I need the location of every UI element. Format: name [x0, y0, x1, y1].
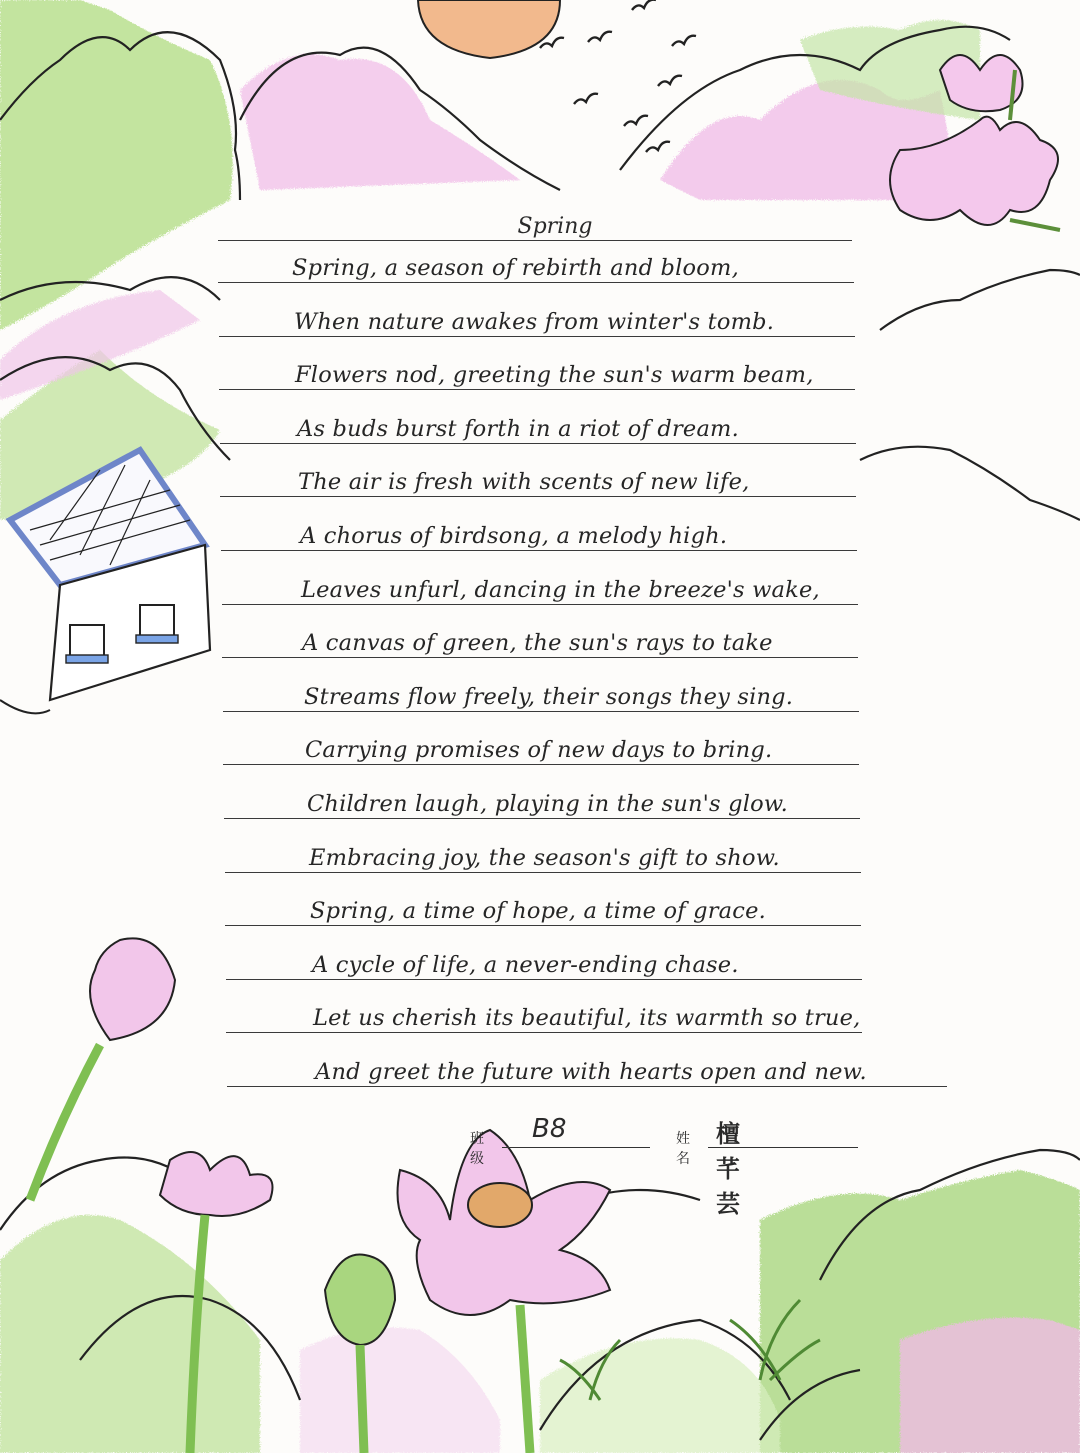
poem-line — [222, 619, 858, 658]
poem-line — [219, 351, 855, 390]
poem-line — [218, 244, 854, 283]
class-line — [502, 1147, 650, 1148]
name-label: 姓名 — [676, 1131, 690, 1167]
poem-line-text: A canvas of green, the sun's rays to take — [302, 630, 773, 657]
poem-line-text: As buds burst forth in a riot of dream. — [297, 415, 739, 442]
poem-line — [220, 405, 856, 444]
poem-line — [219, 298, 855, 337]
poem-line-text: The air is fresh with scents of new life, — [298, 469, 750, 496]
poem-line — [223, 673, 859, 712]
poem-line — [226, 994, 862, 1033]
poem-line — [227, 1048, 947, 1087]
poem-line-text: Spring, a time of hope, a time of grace. — [310, 898, 766, 925]
poem-line — [226, 941, 862, 980]
class-label: 班级 — [470, 1131, 484, 1167]
poem-line-text: Embracing joy, the season's gift to show. — [309, 844, 780, 871]
poem-line-text: And greet the future with hearts open and new. — [315, 1059, 867, 1085]
poem-line-text: Leaves unfurl, dancing in the breeze's wake, — [301, 576, 820, 603]
poem-title — [218, 206, 852, 241]
poem-line-text: Let us cherish its beautiful, its warmth so true, — [313, 1005, 861, 1032]
poem-line-text: Carrying promises of new days to bring. — [305, 737, 773, 764]
poem-line — [225, 834, 861, 873]
poem-line — [223, 726, 859, 765]
poem-line — [222, 566, 858, 605]
poem-line-text: Spring, a season of rebirth and bloom, — [292, 255, 739, 281]
poem-line-text: When nature awakes from winter's tomb. — [294, 308, 775, 335]
poem-line-text: A cycle of life, a never-ending chase. — [312, 951, 739, 978]
poem-line — [225, 887, 861, 926]
poem-line — [220, 458, 856, 497]
name-value: 檀芊芸 — [716, 1120, 740, 1218]
poem-title-text: Spring — [517, 214, 593, 239]
poem-line — [221, 512, 857, 551]
poem-line-text: Children laugh, playing in the sun's glow. — [307, 791, 789, 817]
poem-line — [224, 780, 860, 819]
poem-line-text: Streams flow freely, their songs they sing. — [304, 683, 794, 710]
class-value: B8 — [532, 1114, 567, 1144]
poem-line-text: Flowers nod, greeting the sun's warm beam, — [295, 362, 814, 389]
poem-line-text: A chorus of birdsong, a melody high. — [300, 523, 728, 549]
